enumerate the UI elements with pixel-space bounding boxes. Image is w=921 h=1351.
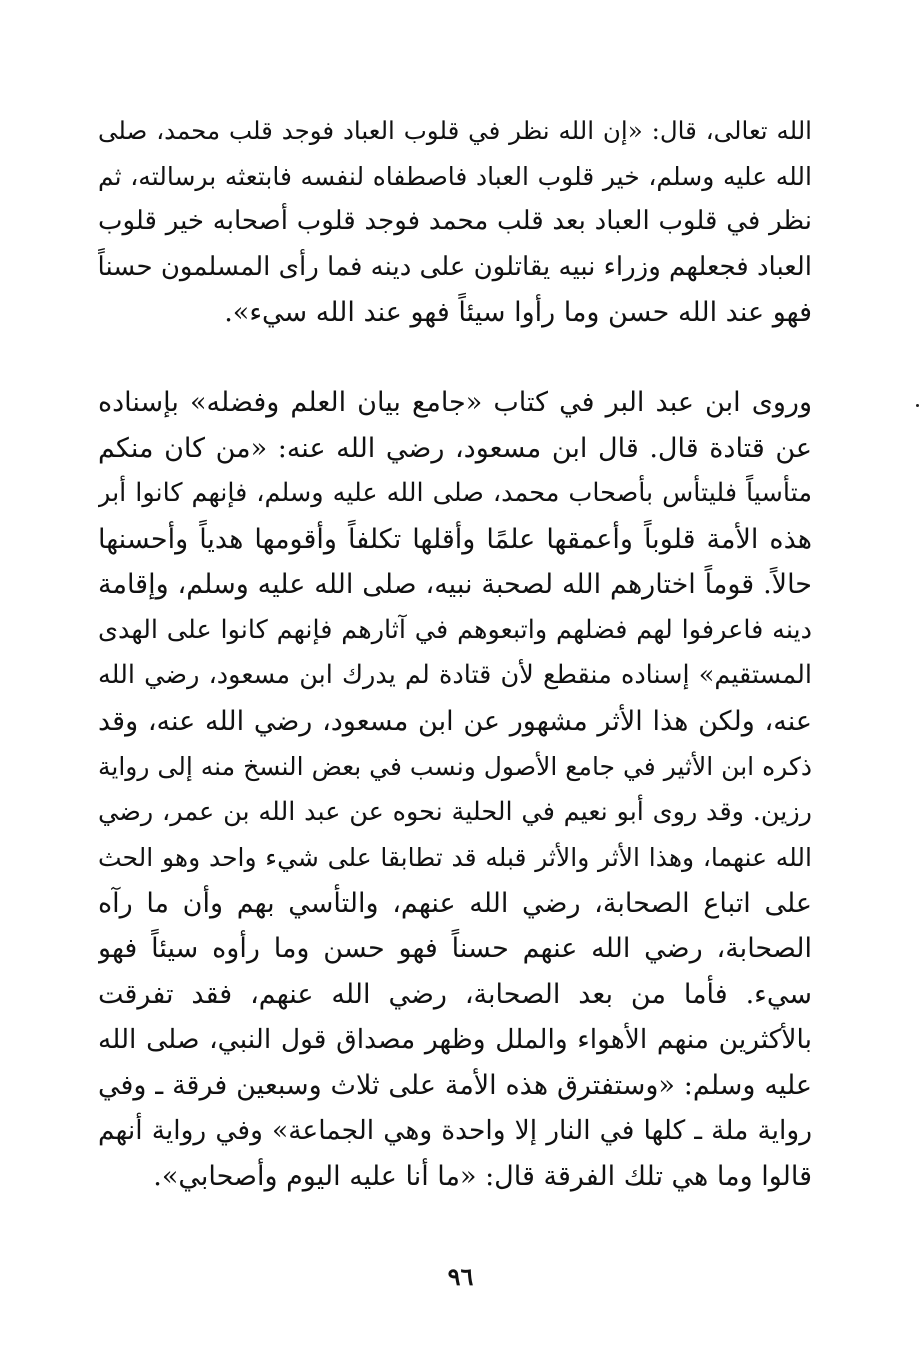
paragraph-2-line: بالأكثرين منهم الأهواء والملل وظهر مصداق قول النبي، صلى الله: [98, 1024, 812, 1055]
paragraph-1-line: العباد فجعلهم وزراء نبيه يقاتلون على دينه فما رأى المسلمون حسناً: [98, 251, 812, 282]
paragraph-2-line: سيء. فأما من بعد الصحابة، رضي الله عنهم، فقد تفرقت: [98, 978, 812, 1010]
paragraph-2-line: دينه فاعرفوا لهم فضلهم واتبعوهم في آثارهم فإنهم كانوا على الهدى: [98, 614, 812, 645]
paragraph-2-line: الصحابة، رضي الله عنهم حسناً فهو حسن وما رأوه سيئاً فهو: [98, 933, 812, 964]
page-number: ٩٦: [447, 1262, 474, 1291]
paragraph-2-line: على اتباع الصحابة، رضي الله عنهم، والتأسي بهم وأن ما رآه: [98, 887, 812, 919]
paragraph-2-line: المستقيم» إسناده منقطع لأن قتادة لم يدرك ابن مسعود، رضي الله: [98, 660, 812, 690]
paragraph-2-line: هذه الأمة قلوباً وأعمقها علمًا وأقلها تكلفاً وأقومها هدياً وأحسنها: [98, 523, 812, 555]
paragraph-1-line: نظر في قلوب العباد بعد قلب محمد فوجد قلوب أصحابه خير قلوب: [98, 206, 812, 236]
paragraph-2-line: رزين. وقد روى أبو نعيم في الحلية نحوه عن عبد الله بن عمر، رضي: [98, 796, 812, 827]
paragraph-2-line: ذكره ابن الأثير في جامع الأصول ونسب في بعض النسخ منه إلى رواية: [98, 752, 812, 781]
paragraph-2-line: عنه، ولكن هذا الأثر مشهور عن ابن مسعود، رضي الله عنه، وقد: [98, 705, 812, 737]
paragraph-2-line: رواية ملة ـ كلها في النار إلا واحدة وهي الجماعة» وفي رواية أنهم: [98, 1115, 812, 1146]
paragraph-2-line: الله عنهما، وهذا الأثر والأثر قبله قد تطابقا على شيء واحد وهو الحث: [98, 843, 812, 872]
paragraph-1-line: الله تعالى، قال: «إن الله نظر في قلوب العباد فوجد قلب محمد، صلى: [98, 116, 812, 145]
paragraph-1-line: فهو عند الله حسن وما رأوا سيئاً فهو عند الله سيء».: [224, 297, 812, 328]
paragraph-1: [98, 108, 812, 336]
paragraph-2-line: قالوا وما هي تلك الفرقة قال: «ما أنا عليه اليوم وأصحابي».: [153, 1160, 812, 1192]
paragraph-2-line: متأسياً فليتأس بأصحاب محمد، صلى الله عليه وسلم، فإنهم كانوا أبر: [98, 478, 812, 508]
paragraph-2-line: وروى ابن عبد البر في كتاب «جامع بيان العلم وفضله» بإسناده: [98, 387, 812, 418]
paragraph-2-line: حالاً. قوماً اختارهم الله لصحبة نبيه، صلى الله عليه وسلم، وإقامة: [98, 569, 812, 600]
paragraph-2-line: عن قتادة قال. قال ابن مسعود، رضي الله عنه: «من كان منكم: [98, 432, 812, 464]
paragraph-1-line: الله عليه وسلم، خير قلوب العباد فاصطفاه لنفسه فابتعثه برسالته، ثم: [98, 161, 812, 191]
paragraph-2: [98, 380, 812, 1199]
margin-speck: [916, 404, 919, 407]
paragraph-2-line: عليه وسلم: «وستفترق هذه الأمة على ثلاث وسبعين فرقة ـ وفي: [98, 1069, 812, 1101]
